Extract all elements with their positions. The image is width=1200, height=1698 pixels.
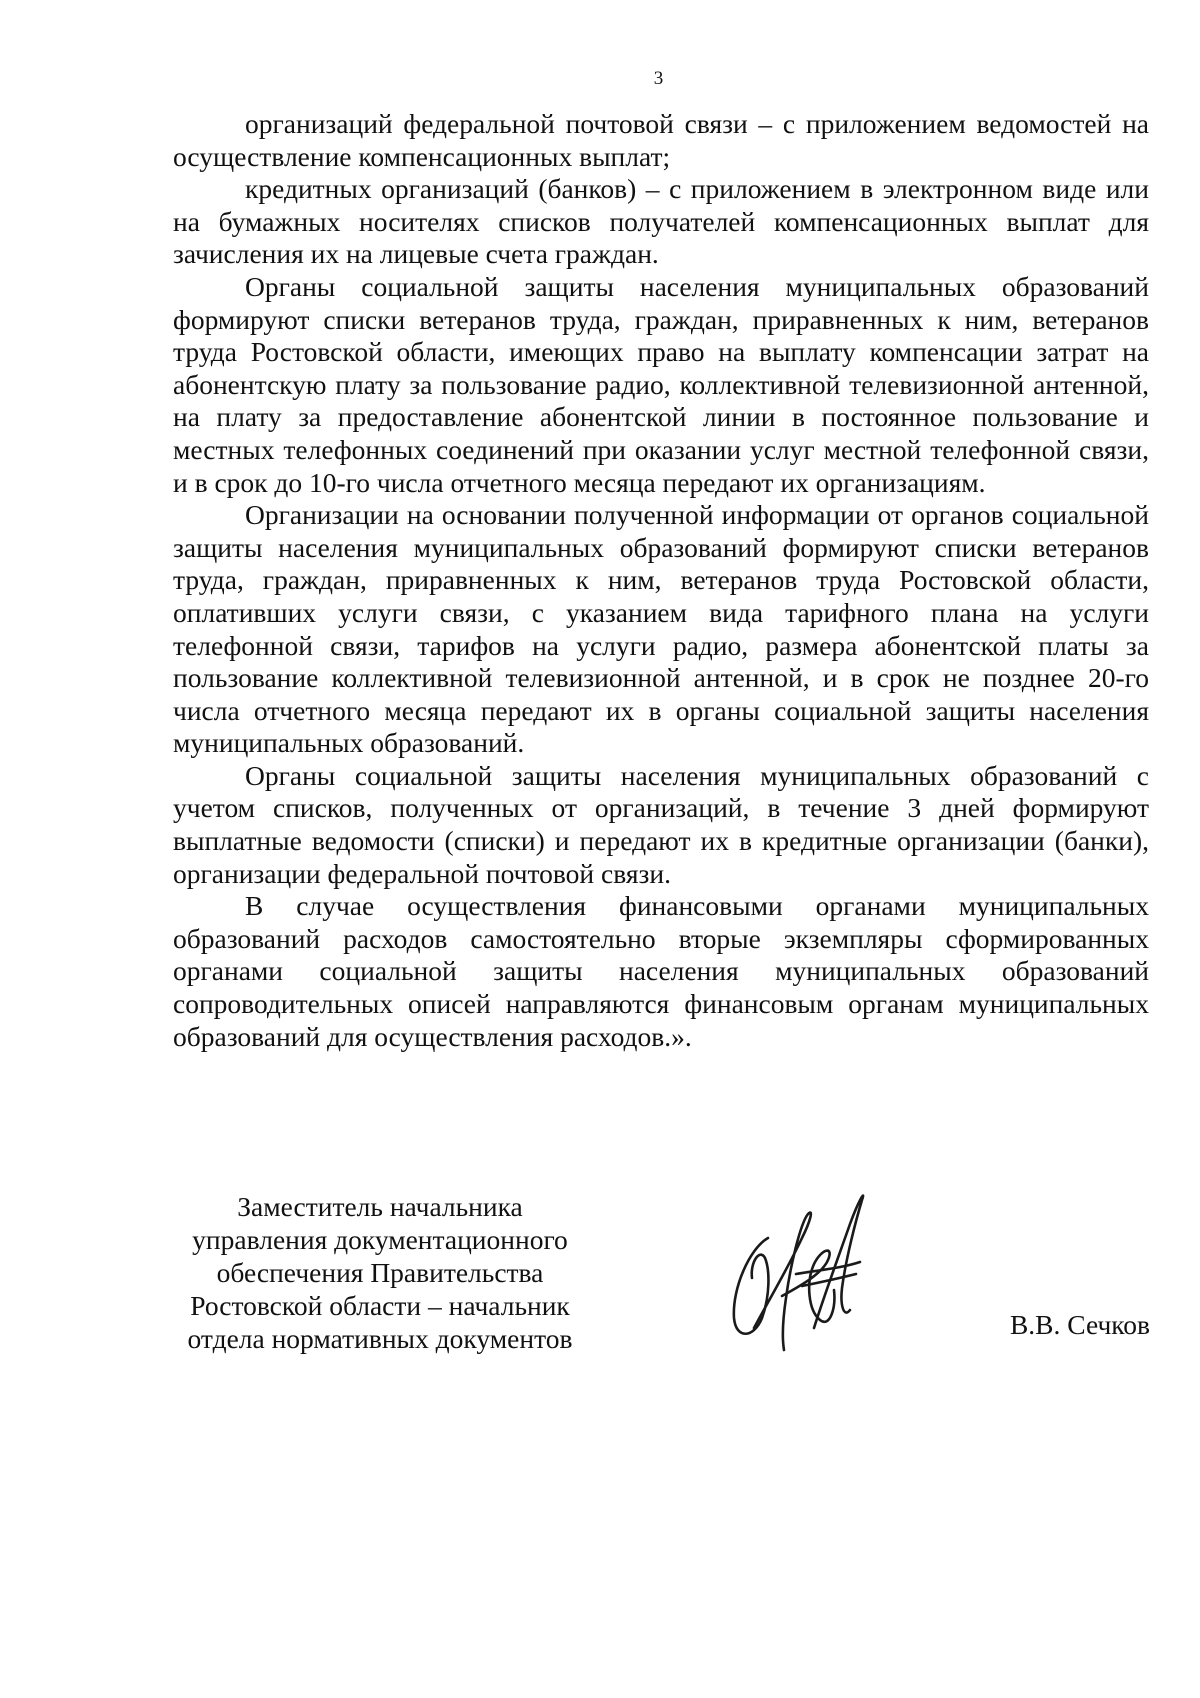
paragraph-organizations-lists: Организации на основании полученной информации от органов социальной защиты населения муниципальных образований формируют списки ветеранов труда, граждан, приравненных к ним, ветеранов труда Ростовской области, оплативших услуги связи, с указанием вида тарифного плана на услуги телефонной связи, тарифов на услуги радио, размера абонентской платы за пользование коллективной телевизионной антенной, и в срок не позднее 20-го числа отчетного месяца передают их в органы социальной защиты населения муниципальных образований. — [173, 499, 1149, 759]
paragraph-credit-organizations: кредитных организаций (банков) – с приложением в электронном виде или на бумажных носителях списков получателей компенсационных выплат для зачисления их на лицевые счета граждан. — [173, 173, 1149, 270]
signatory-title-line: Заместитель начальника — [237, 1191, 523, 1222]
signatory-title-line: обеспечения Правительства — [216, 1257, 544, 1288]
paragraph-social-protection-lists: Органы социальной защиты населения муниципальных образований формируют списки ветеранов труда, граждан, приравненных к ним, ветеранов труда Ростовской области, имеющих право на выплату компенсации затрат на абонентскую плату за пользование радио, коллективной телевизионной антенной, на плату за предоставление абонентской линии в постоянное пользование и местных телефонных соединений при оказании услуг местной телефонной связи, и в срок до 10-го числа отчетного месяца передают их организациям. — [173, 270, 1149, 498]
signatory-title-line: отдела нормативных документов — [187, 1323, 573, 1354]
paragraph-payment-statements: Органы социальной защиты населения муниципальных образований с учетом списков, полученных от организаций, в течение 3 дней формируют выплатные ведомости (списки) и передают их в кредитные организации (банки), организации федеральной почтовой связи. — [173, 759, 1149, 889]
signatory-title-line: управления документационного — [192, 1224, 568, 1255]
document-body — [173, 108, 1149, 1053]
signatory-title — [160, 1190, 600, 1355]
handwritten-signature — [710, 1178, 880, 1358]
page-number: 3 — [653, 68, 664, 89]
paragraph-postal-organizations: организаций федеральной почтовой связи – с приложением ведомостей на осуществление компенсационных выплат; — [173, 108, 1149, 172]
signer-name: В.В. Сечков — [1009, 1309, 1150, 1340]
signatory-title-line: Ростовской области – начальник — [190, 1290, 570, 1321]
paragraph-financial-bodies: В случае осуществления финансовыми органами муниципальных образований расходов самостоятельно вторые экземпляры сформированных органами социальной защиты населения муниципальных образований сопроводительных описей направляются финансовым органам муниципальных образований для осуществления расходов.». — [173, 890, 1149, 1052]
